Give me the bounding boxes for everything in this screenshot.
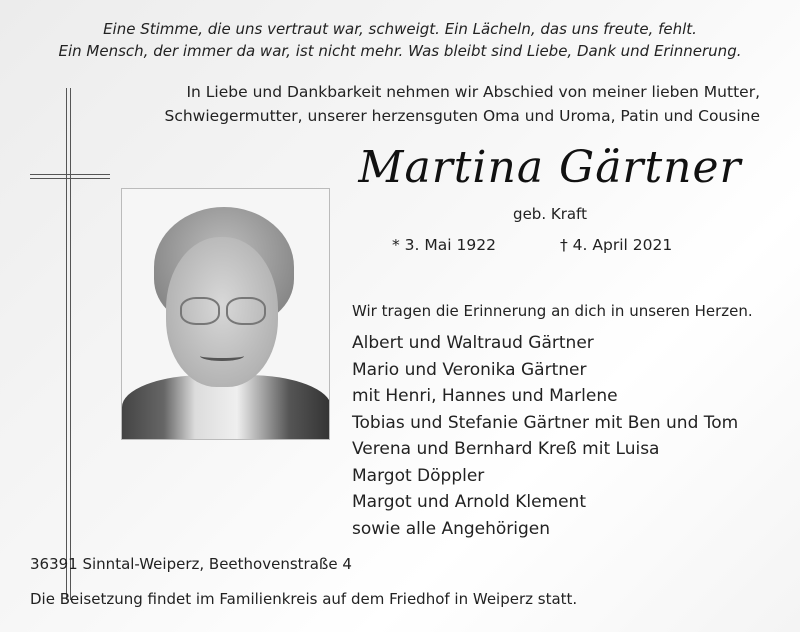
photo-glasses-right [226,297,266,325]
photo-glasses-left [180,297,220,325]
funeral-note: Die Beisetzung findet im Familienkreis auf dem Friedhof in Weiperz statt. [30,590,578,608]
mourner-line: mit Henri, Hannes und Marlene [352,386,618,406]
life-dates [392,234,672,256]
farewell-intro [100,80,760,128]
birth-name: geb. Kraft [513,205,587,223]
mourners-list [352,330,738,542]
mourner-line: sowie alle Angehörigen [352,518,551,539]
memory-line: Wir tragen die Erinnerung an dich in unseren Herzen. [352,302,753,320]
family-address: 36391 Sinntal-Weiperz, Beethovenstraße 4 [30,555,352,573]
deceased-name: Martina Gärtner [358,142,742,193]
mourner-line: Margot Döppler [352,465,485,486]
mourner-line: Mario und Veronika Gärtner [352,359,587,380]
death-date: † 4. April 2021 [560,236,673,254]
cross-intersection [67,175,70,178]
mourner-line: Tobias und Stefanie Gärtner mit Ben und Tom [352,412,739,433]
intro-line-1: In Liebe und Dankbarkeit nehmen wir Abschied von meiner lieben Mutter, [186,83,760,101]
mourner-line: Margot und Arnold Klement [352,492,586,512]
opening-quote [0,18,800,62]
mourner-line: Verena und Bernhard Kreß mit Luisa [352,439,660,459]
portrait-photo [121,188,330,440]
quote-line-2: Ein Mensch, der immer da war, ist nicht mehr. Was bleibt sind Liebe, Dank und Erinnerung. [58,42,742,60]
quote-line-1: Eine Stimme, die uns vertraut war, schweigt. Ein Lächeln, das uns freute, fehlt. [103,20,697,38]
intro-line-2: Schwiegermutter, unserer herzensguten Oma und Uroma, Patin und Cousine [164,107,760,125]
cross-horizontal-bar [30,174,110,179]
photo-smile [200,351,244,361]
birth-date: * 3. Mai 1922 [392,236,496,254]
mourner-line: Albert und Waltraud Gärtner [352,333,594,353]
cross-vertical-bar [66,88,71,600]
